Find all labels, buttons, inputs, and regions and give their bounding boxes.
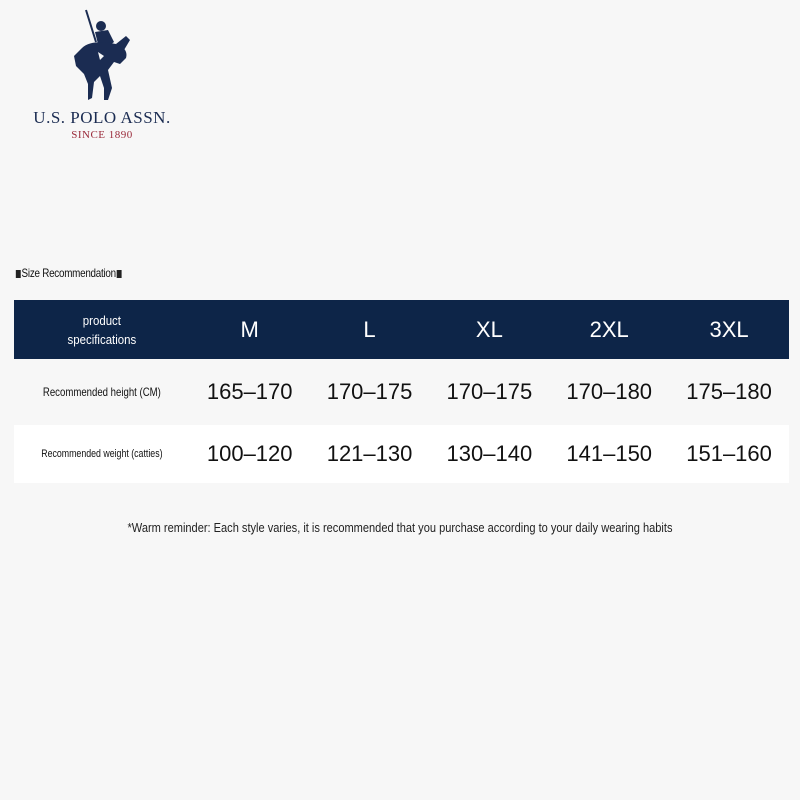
section-title-text: Size Recommendation [21, 266, 116, 280]
section-title [15, 266, 122, 280]
brand-name: U.S. POLO ASSN. [33, 108, 171, 127]
polo-player-horse-icon [68, 8, 134, 106]
table-header-row [14, 300, 789, 359]
header-label-line-1: product [82, 312, 121, 328]
weight-xl: 130–140 [446, 441, 533, 466]
header-label-line-2: specifications [67, 331, 137, 347]
size-header-l: L [363, 316, 376, 342]
height-2xl: 170–180 [566, 379, 653, 404]
size-header-2xl: 2XL [589, 316, 629, 342]
row-label-height: Recommended height (CM) [42, 385, 161, 399]
height-m: 165–170 [206, 379, 293, 404]
header-label [25, 311, 180, 349]
size-header-m: M [240, 316, 259, 342]
weight-2xl: 141–150 [566, 441, 653, 466]
size-table [14, 300, 789, 483]
table-row-height [14, 359, 789, 425]
table-row-weight [14, 425, 789, 483]
weight-l: 121–130 [326, 441, 413, 466]
bracket-left-icon [16, 270, 21, 278]
brand-since: SINCE 1890 [71, 129, 133, 141]
height-l: 170–175 [326, 379, 413, 404]
weight-3xl: 151–160 [686, 441, 772, 466]
row-label-weight: Recommended weight (catties) [41, 448, 163, 460]
size-header-3xl: 3XL [709, 316, 749, 342]
bracket-right-icon [117, 270, 122, 278]
height-3xl: 175–180 [686, 379, 772, 404]
warm-reminder: *Warm reminder: Each style varies, it is recommended that you purchase according to your daily wearing habits [127, 520, 673, 535]
brand-logo [22, 8, 182, 144]
height-xl: 170–175 [446, 379, 533, 404]
weight-m: 100–120 [206, 441, 293, 466]
size-header-xl: XL [475, 316, 503, 342]
